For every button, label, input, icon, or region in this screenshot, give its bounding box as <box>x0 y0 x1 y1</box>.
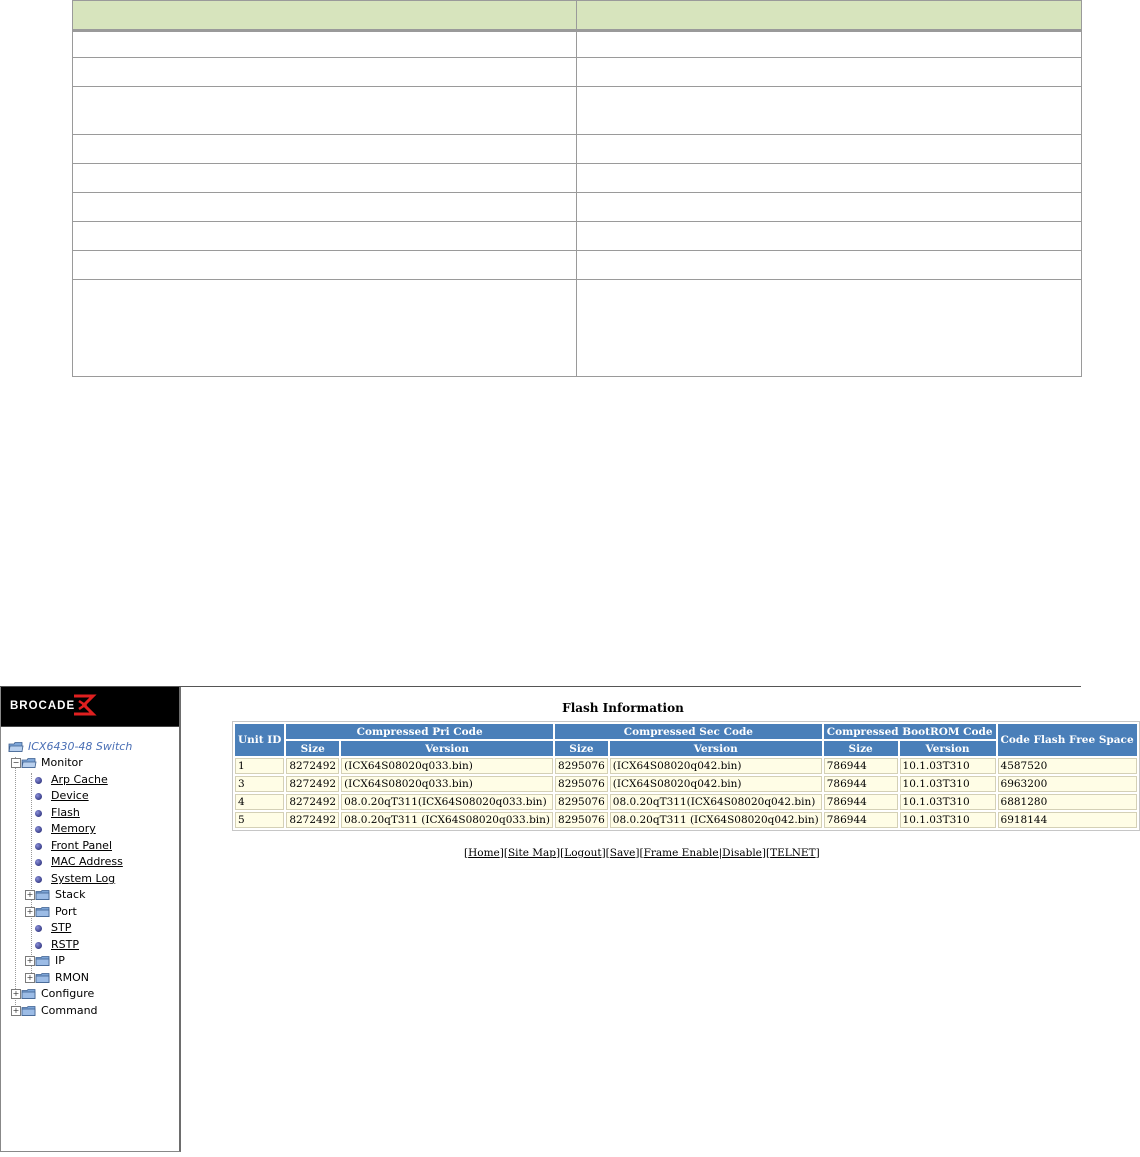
tree-link-label[interactable]: Arp Cache <box>51 773 108 786</box>
column-header-free-space: Code Flash Free Space <box>998 724 1137 756</box>
tree-item-ip[interactable] <box>25 953 65 969</box>
table-cell <box>577 251 1082 280</box>
tree-item-label: RMON <box>55 971 90 984</box>
table-cell <box>73 58 577 87</box>
cell-sec-size: 8295076 <box>555 794 608 810</box>
table-cell <box>73 31 577 58</box>
table-cell <box>577 222 1082 251</box>
tree-item-label: Command <box>41 1004 98 1017</box>
expand-toggle-icon[interactable]: + <box>12 1006 20 1015</box>
cell-bootrom-version: 10.1.03T310 <box>900 776 996 792</box>
cell-sec-size: 8295076 <box>555 758 608 774</box>
bullet-icon <box>35 777 42 784</box>
cell-unit-id: 4 <box>235 794 284 810</box>
cell-pri-version: (ICX64S08020q033.bin) <box>341 776 553 792</box>
table-header-row <box>235 724 1137 739</box>
cell-bootrom-version: 10.1.03T310 <box>900 794 996 810</box>
tree-root-label: ICX6430-48 Switch <box>28 740 133 753</box>
tree-item-label: Monitor <box>41 756 83 769</box>
table-cell <box>577 193 1082 222</box>
cell-unit-id: 3 <box>235 776 284 792</box>
footer-links: [Home][Site Map][Logout][Save][Frame Enable|Disable][TELNET] <box>464 847 820 859</box>
page-title: Flash Information <box>562 701 684 715</box>
cell-bootrom-version: 10.1.03T310 <box>900 812 996 828</box>
table-cell <box>73 193 577 222</box>
bullet-icon <box>35 942 42 949</box>
tree-item-device[interactable] <box>35 788 89 804</box>
bullet-icon <box>35 826 42 833</box>
tree-item-label: Port <box>55 905 77 918</box>
column-header-version: Version <box>900 741 996 756</box>
cell-bootrom-size: 786944 <box>824 758 898 774</box>
flash-information-table <box>232 721 1140 831</box>
cell-pri-size: 8272492 <box>286 812 339 828</box>
table-row <box>235 776 1137 792</box>
logout-link[interactable]: Logout <box>564 847 602 859</box>
tree-guide-line <box>15 757 16 1009</box>
cell-free-space: 6881280 <box>998 794 1137 810</box>
cell-bootrom-size: 786944 <box>824 776 898 792</box>
table-cell <box>73 87 577 135</box>
column-header-version: Version <box>610 741 822 756</box>
tree-link-label[interactable]: STP <box>51 921 72 934</box>
frame-toggle-link[interactable]: Frame Enable|Disable <box>643 847 762 859</box>
tree-item-label: Configure <box>41 987 95 1000</box>
table-row <box>235 794 1137 810</box>
cell-bootrom-size: 786944 <box>824 794 898 810</box>
tree-item-port[interactable] <box>25 904 77 920</box>
tree-item-label: IP <box>55 954 65 967</box>
expand-toggle-icon[interactable]: + <box>12 989 20 998</box>
folder-icon <box>36 907 50 917</box>
table-cell <box>73 135 577 164</box>
cell-pri-version: (ICX64S08020q033.bin) <box>341 758 553 774</box>
collapse-toggle-icon[interactable]: − <box>12 758 20 767</box>
folder-open-icon <box>9 742 23 752</box>
tree-item-label: Stack <box>55 888 86 901</box>
cell-bootrom-version: 10.1.03T310 <box>900 758 996 774</box>
folder-icon <box>22 989 36 999</box>
cell-sec-size: 8295076 <box>555 776 608 792</box>
tree-item-rstp[interactable] <box>35 937 79 953</box>
left-navigation-frame <box>0 687 181 1152</box>
table-cell <box>73 251 577 280</box>
table-cell <box>577 58 1082 87</box>
tree-item-stp[interactable] <box>35 920 71 936</box>
cell-pri-size: 8272492 <box>286 794 339 810</box>
save-link[interactable]: Save <box>609 847 636 859</box>
table-row <box>235 812 1137 828</box>
table-cell <box>73 280 577 377</box>
document-header-cell <box>577 1 1082 31</box>
cell-pri-version: 08.0.20qT311 (ICX64S08020q033.bin) <box>341 812 553 828</box>
tree-item-monitor[interactable] <box>11 755 83 771</box>
table-row <box>73 193 1082 222</box>
site-map-link[interactable]: Site Map <box>507 847 557 859</box>
tree-link-label[interactable]: Front Panel <box>51 839 112 852</box>
expand-toggle-icon[interactable]: + <box>26 973 34 982</box>
folder-icon <box>36 956 50 966</box>
brand-name: BROCADE <box>10 700 76 712</box>
brocade-logo-icon <box>71 693 97 721</box>
table-cell <box>577 135 1082 164</box>
document-header-cell <box>73 1 577 31</box>
table-cell <box>577 31 1082 58</box>
tree-link-label[interactable]: System Log <box>51 872 116 885</box>
tree-item-arp-cache[interactable] <box>35 772 108 788</box>
cell-unit-id: 1 <box>235 758 284 774</box>
column-header-bootrom-code: Compressed BootROM Code <box>824 724 996 739</box>
table-row <box>73 222 1082 251</box>
column-header-sec-code: Compressed Sec Code <box>555 724 822 739</box>
tree-item-configure[interactable] <box>11 986 94 1002</box>
tree-item-mac-address[interactable] <box>35 854 123 870</box>
bullet-icon <box>35 843 42 850</box>
cell-bootrom-size: 786944 <box>824 812 898 828</box>
web-ui-screenshot <box>0 686 1134 1157</box>
expand-toggle-icon[interactable]: + <box>26 890 34 899</box>
table-row <box>73 31 1082 58</box>
cell-sec-version: (ICX64S08020q042.bin) <box>610 758 822 774</box>
table-cell <box>73 222 577 251</box>
table-row <box>73 251 1082 280</box>
folder-icon <box>36 973 50 983</box>
tree-item-front-panel[interactable] <box>35 838 112 854</box>
tree-link-label[interactable]: RSTP <box>51 938 79 951</box>
column-header-size: Size <box>286 741 339 756</box>
expand-toggle-icon[interactable]: + <box>26 907 34 916</box>
table-cell <box>73 164 577 193</box>
table-row <box>73 135 1082 164</box>
tree-link-label[interactable]: MAC Address <box>51 855 123 868</box>
table-cell <box>577 87 1082 135</box>
cell-sec-size: 8295076 <box>555 812 608 828</box>
tree-item-memory[interactable] <box>35 821 96 837</box>
table-row <box>235 758 1137 774</box>
tree-root[interactable] <box>9 739 132 755</box>
tree-link-label[interactable]: Flash <box>51 806 80 819</box>
tree-item-command[interactable] <box>11 1003 98 1019</box>
cell-sec-version: 08.0.20qT311 (ICX64S08020q042.bin) <box>610 812 822 828</box>
cell-sec-version: (ICX64S08020q042.bin) <box>610 776 822 792</box>
tree-item-stack[interactable] <box>25 887 85 903</box>
table-row <box>73 87 1082 135</box>
table-row <box>73 58 1082 87</box>
table-cell <box>577 164 1082 193</box>
cell-free-space: 6918144 <box>998 812 1137 828</box>
document-table-header <box>73 1 1082 31</box>
telnet-link[interactable]: TELNET <box>770 847 816 859</box>
cell-pri-size: 8272492 <box>286 758 339 774</box>
column-header-size: Size <box>824 741 898 756</box>
tree-item-rmon[interactable] <box>25 970 89 986</box>
tree-link-label[interactable]: Memory <box>51 822 96 835</box>
column-header-version: Version <box>341 741 553 756</box>
home-link[interactable]: Home <box>468 847 500 859</box>
tree-item-flash[interactable] <box>35 805 80 821</box>
brand-header <box>1 687 179 727</box>
tree-link-label[interactable]: Device <box>51 789 89 802</box>
table-row <box>73 164 1082 193</box>
cell-free-space: 4587520 <box>998 758 1137 774</box>
cell-pri-size: 8272492 <box>286 776 339 792</box>
expand-toggle-icon[interactable]: + <box>26 956 34 965</box>
column-header-pri-code: Compressed Pri Code <box>286 724 553 739</box>
cell-sec-version: 08.0.20qT311(ICX64S08020q042.bin) <box>610 794 822 810</box>
tree-guide-line <box>31 773 32 977</box>
cell-unit-id: 5 <box>235 812 284 828</box>
bullet-icon <box>35 859 42 866</box>
folder-icon <box>22 1006 36 1016</box>
table-row <box>73 280 1082 377</box>
cell-free-space: 6963200 <box>998 776 1137 792</box>
tree-item-system-log[interactable] <box>35 871 115 887</box>
column-header-size: Size <box>555 741 608 756</box>
document-table <box>72 0 1082 377</box>
folder-open-icon <box>22 758 36 768</box>
folder-icon <box>36 890 50 900</box>
table-cell <box>577 280 1082 377</box>
cell-pri-version: 08.0.20qT311(ICX64S08020q033.bin) <box>341 794 553 810</box>
column-header-unit-id: Unit ID <box>235 724 284 756</box>
bullet-icon <box>35 810 42 817</box>
bullet-icon <box>35 876 42 883</box>
bullet-icon <box>35 925 42 932</box>
bullet-icon <box>35 793 42 800</box>
